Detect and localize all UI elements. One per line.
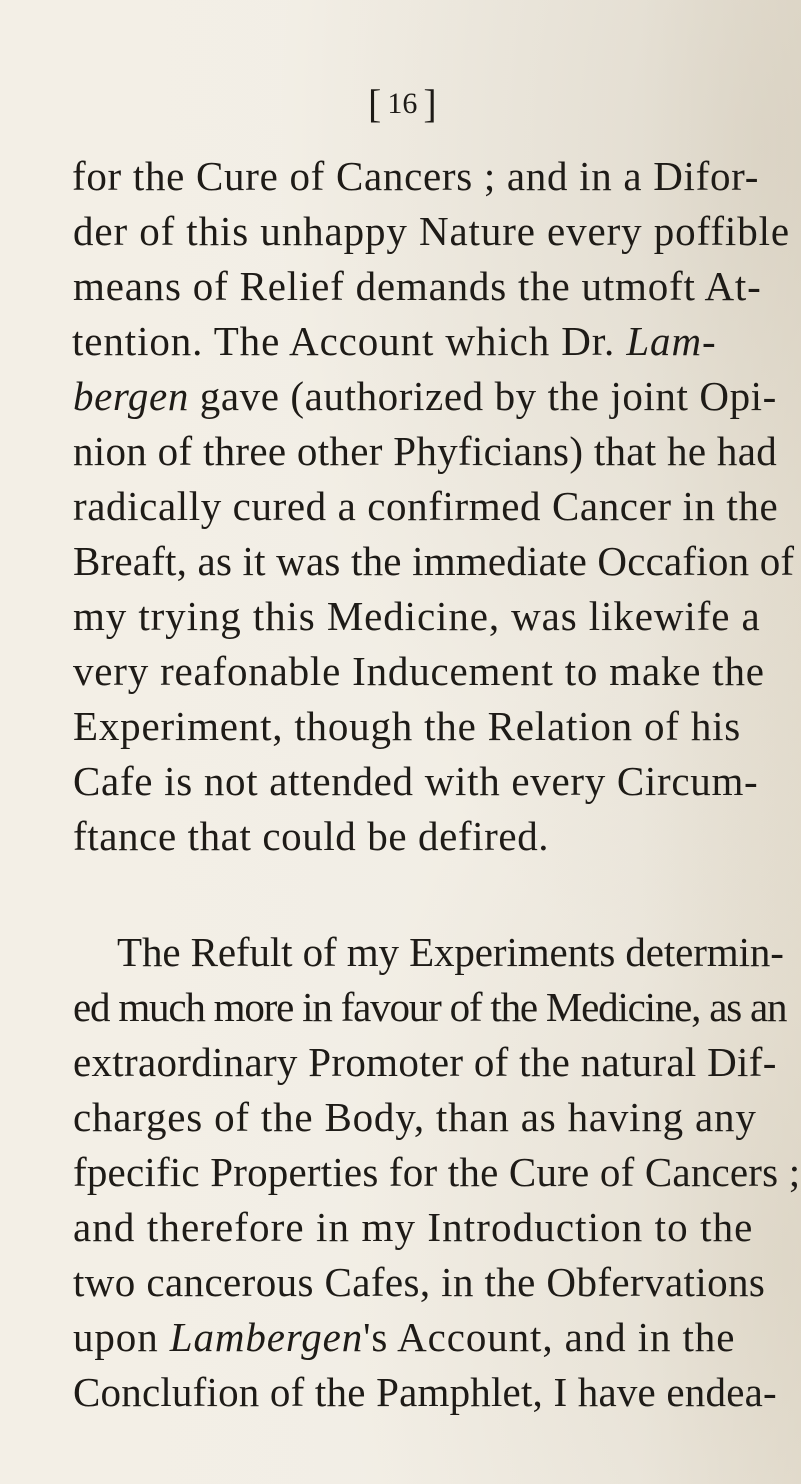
- text-line: der of this unhappy Nature every poffible: [73, 208, 790, 254]
- text-line: bergen gave (authorized by the joint Opi-: [73, 373, 777, 419]
- text-line: Conclufion of the Pamphlet, I have endea-: [73, 1369, 777, 1415]
- text-line: The Refult of my Experiments determin-: [117, 929, 784, 975]
- text-line: fpecific Properties for the Cure of Cancers ;: [73, 1149, 801, 1195]
- page-number-header: [368, 80, 437, 127]
- text-line: my trying this Medicine, was likewife a: [73, 593, 761, 639]
- text-line: nion of three other Phyficians) that he had: [73, 428, 777, 474]
- text-line: ed much more in favour of the Medicine, as an: [73, 984, 787, 1030]
- text-line: for the Cure of Cancers ; and in a Difor-: [72, 153, 760, 199]
- text-line: and therefore in my Introduction to the: [73, 1204, 754, 1250]
- text-line: two cancerous Cafes, in the Obfervations: [73, 1259, 766, 1305]
- text-line: Breaft, as it was the immediate Occafion of: [73, 538, 795, 584]
- text-line: very reafonable Inducement to make the: [73, 648, 765, 694]
- text-line: charges of the Body, than as having any: [73, 1094, 757, 1140]
- text-line: Cafe is not attended with every Circum-: [73, 758, 759, 804]
- text-line: Experiment, though the Relation of his: [73, 703, 742, 749]
- text-line: tention. The Account which Dr. Lam-: [72, 318, 717, 364]
- text-line: ftance that could be defired.: [73, 813, 550, 859]
- text-line: means of Relief demands the utmoft At-: [73, 263, 762, 309]
- page-number: 16: [387, 87, 418, 120]
- bracket-close: ]: [423, 81, 437, 126]
- bracket-open: [: [368, 81, 382, 126]
- text-line: upon Lambergen's Account, and in the: [73, 1314, 736, 1360]
- text-line: extraordinary Promoter of the natural Dif-: [73, 1039, 777, 1085]
- text-line: radically cured a confirmed Cancer in the: [73, 483, 779, 529]
